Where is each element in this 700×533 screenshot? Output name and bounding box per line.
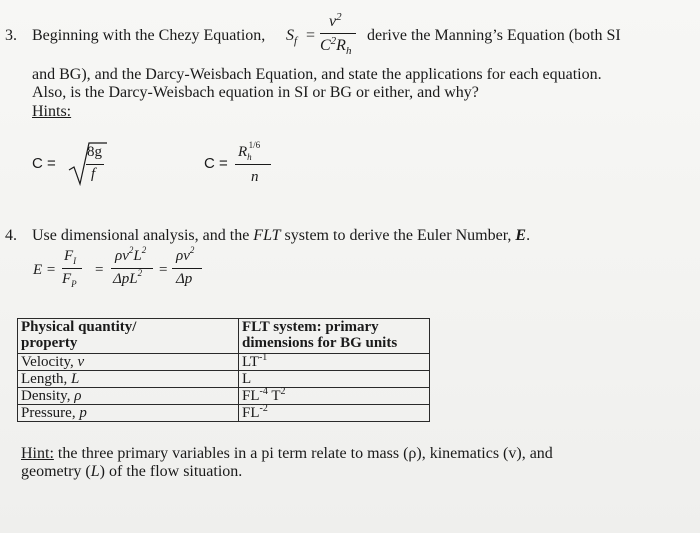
table-row [18, 354, 430, 371]
table-cell-dimension: $FL^{-2}$ [239, 405, 430, 422]
table-row [18, 371, 430, 388]
hint-1-lhs: C = [32, 155, 56, 172]
euler-frac3-numerator: $\rho v^2$ [176, 245, 195, 264]
hints-label: Hints: [32, 103, 72, 120]
hint-4-line-1: Hint: the three primary variables in a pi term relate to mass (ρ), kinematics (v), and [21, 445, 553, 462]
euler-frac3-denominator: Δp [176, 271, 193, 287]
euler-lhs: E = [33, 262, 57, 278]
chezy-equals: = [306, 27, 316, 44]
chezy-denominator: $C^2R_h$ [320, 35, 352, 57]
euler-frac1-numerator: $F_I$ [64, 248, 77, 266]
table-cell-quantity: Density, ρ [18, 388, 239, 405]
chezy-sf: $S_f$ [286, 27, 298, 47]
table-cell-dimension: L [239, 371, 430, 388]
hint-2-fraction-bar [235, 164, 271, 165]
euler-equals-1: = [95, 262, 104, 278]
table-row [18, 388, 430, 405]
problem-3-intro: Beginning with the Chezy Equation, [32, 27, 266, 44]
euler-frac2-numerator: $\rho v^2L^2$ [115, 245, 147, 264]
hint-1-numerator: 8g [87, 144, 102, 160]
euler-frac1-bar [62, 268, 82, 269]
euler-equals-2: = [159, 262, 168, 278]
table-header-dimensions: FLT system: primary dimensions for BG units [239, 319, 430, 354]
hint-2-denominator: n [251, 169, 259, 185]
table-cell-quantity: Length, L [18, 371, 239, 388]
problem-3-after-equation: derive the Manning’s Equation (both SI [367, 27, 621, 44]
dimensions-table [17, 318, 430, 422]
table-header-quantity: Physical quantity/ property [18, 319, 239, 354]
chezy-numerator: $v^2$ [329, 11, 342, 30]
hint-1-fraction-bar [86, 164, 104, 165]
euler-frac2-bar [111, 268, 153, 269]
euler-frac2-denominator: ΔpL$^2$ [113, 268, 143, 287]
hint-2-numerator: $R_h^{1/6}$ [238, 140, 261, 162]
problem-3-number: 3. [5, 27, 17, 44]
table-cell-quantity: Velocity, v [18, 354, 239, 371]
problem-3-line-3: Also, is the Darcy-Weisbach equation in SI or BG or either, and why? [32, 84, 479, 101]
euler-frac1-denominator: $F_P$ [62, 271, 77, 289]
table-cell-dimension: $FL^{-4}$ $T^2$ [239, 388, 430, 405]
hint-1-denominator: f [91, 166, 96, 182]
table-row [18, 405, 430, 422]
table-cell-quantity: Pressure, p [18, 405, 239, 422]
table-header-row [18, 319, 430, 354]
hint-4-line-2: geometry (L) of the flow situation. [21, 463, 243, 480]
problem-4-number: 4. [5, 227, 17, 244]
hint-2-lhs: C = [204, 155, 228, 172]
table-cell-dimension: $LT^{-1}$ [239, 354, 430, 371]
problem-3-line-2: and BG), and the Darcy-Weisbach Equation, and state the applications for each equation. [32, 66, 602, 83]
problem-4-text: Use dimensional analysis, and the FLT system to derive the Euler Number, E. [32, 227, 531, 244]
euler-frac3-bar [172, 268, 202, 269]
chezy-fraction-bar [320, 33, 356, 34]
